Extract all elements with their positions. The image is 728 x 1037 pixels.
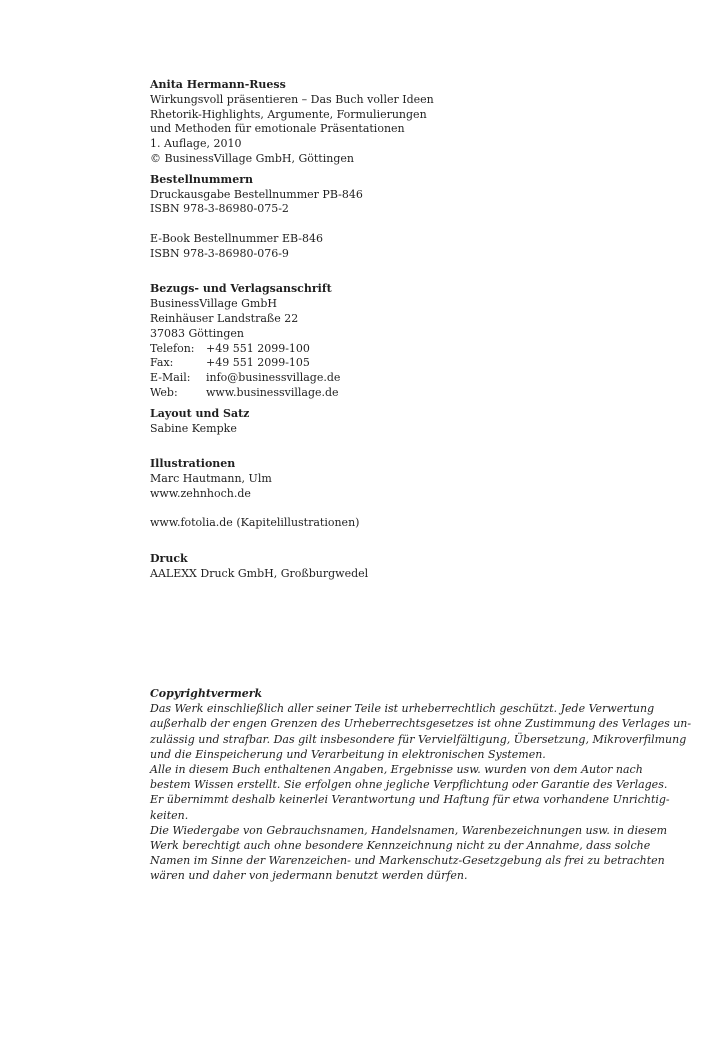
print-order-number: Druckausgabe Bestellnummer PB-846: [150, 187, 363, 201]
illustrator-name: Marc Hautmann, Ulm: [150, 471, 272, 485]
contact-value: info@businessvillage.de: [206, 371, 341, 385]
company-name: BusinessVillage GmbH: [150, 297, 277, 311]
layout-section: [150, 407, 650, 437]
copyright-text-line: Er übernimmt deshalb keinerlei Verantwortung und Haftung für etwa vorhandene Unrichtig-: [150, 793, 670, 807]
contact-label: E-Mail:: [150, 371, 191, 385]
author-name: Anita Hermann-Ruess: [150, 78, 286, 91]
print-isbn: ISBN 978-3-86980-075-2: [150, 202, 289, 216]
illustrator-web: www.zehnhoch.de: [150, 486, 251, 500]
copyright-text-line: wären und daher von jedermann benutzt werden dürfen.: [150, 869, 468, 883]
section-heading: Layout und Satz: [150, 406, 250, 420]
copyright-text-line: Das Werk einschließlich aller seiner Teile ist urheberrechtlich geschützt. Jede Verwertung: [150, 702, 655, 716]
ebook-isbn: ISBN 978-3-86980-076-9: [150, 246, 289, 260]
copyright-notice: [150, 686, 692, 884]
imprint-column: [150, 78, 650, 588]
illustrations-section: [150, 457, 650, 531]
copyright-heading: Copyrightvermerk: [150, 687, 263, 700]
address-section: [150, 282, 650, 400]
ebook-order-number: E-Book Bestellnummer EB-846: [150, 231, 323, 245]
fotolia-credit: www.fotolia.de (Kapitelillustrationen): [150, 516, 360, 530]
copyright-text-line: zulässig und strafbar. Das gilt insbesondere für Vervielfältigung, Übersetzung, Mikroverfilmung: [150, 732, 687, 746]
copyright-text-line: und die Einspeicherung und Verarbeitung in elektronischen Systemen.: [150, 747, 546, 761]
subtitle-line: und Methoden für emotionale Präsentationen: [150, 122, 405, 136]
printer-name: AALEXX Druck GmbH, Großburgwedel: [150, 566, 369, 580]
contact-label: Telefon:: [150, 341, 195, 355]
title-line: Wirkungsvoll präsentieren – Das Buch voller Ideen: [150, 92, 434, 106]
layout-name: Sabine Kempke: [150, 421, 237, 435]
copyright-text-line: Werk berechtigt auch ohne besondere Kennzeichnung nicht zu der Annahme, dass solche: [150, 839, 651, 853]
copyright-text-line: Alle in diesem Buch enthaltenen Angaben, Ergebnisse usw. wurden von dem Autor nach: [150, 763, 643, 777]
title-block: [150, 78, 650, 167]
copyright-text-line: Die Wiedergabe von Gebrauchsnamen, Handelsnamen, Warenbezeichnungen usw. in diesem: [150, 823, 668, 837]
contact-value: +49 551 2099-100: [206, 341, 310, 355]
contact-label: Web:: [150, 385, 178, 399]
section-heading: Druck: [150, 551, 188, 565]
contact-fax: [150, 356, 650, 371]
print-section: [150, 552, 650, 582]
contact-email: [150, 371, 650, 386]
contact-value: +49 551 2099-105: [206, 356, 310, 370]
contact-phone: [150, 342, 650, 357]
contact-label: Fax:: [150, 356, 174, 370]
copyright-text-line: keiten.: [150, 808, 189, 822]
copyright-text-line: Namen im Sinne der Warenzeichen- und Markenschutz-Gesetzgebung als frei zu betrachten: [150, 854, 665, 868]
copyright-text-line: bestem Wissen erstellt. Sie erfolgen ohne jegliche Verpflichtung oder Garantie des Verlages.: [150, 778, 668, 792]
section-heading: Illustrationen: [150, 457, 236, 471]
city-address: 37083 Göttingen: [150, 326, 244, 340]
copyright-text-line: außerhalb der engen Grenzen des Urheberrechtsgesetzes ist ohne Zustimmung des Verlages un-: [150, 717, 692, 731]
edition-line: 1. Auflage, 2010: [150, 137, 242, 151]
section-heading: Bestellnummern: [150, 172, 253, 186]
section-heading: Bezugs- und Verlagsanschrift: [150, 282, 332, 296]
contact-value: www.businessvillage.de: [206, 385, 339, 399]
street-address: Reinhäuser Landstraße 22: [150, 311, 299, 325]
contact-web: [150, 386, 650, 401]
order-numbers-section: [150, 173, 650, 262]
subtitle-line: Rhetorik-Highlights, Argumente, Formulierungen: [150, 107, 427, 121]
copyright-line: © BusinessVillage GmbH, Göttingen: [150, 151, 354, 165]
